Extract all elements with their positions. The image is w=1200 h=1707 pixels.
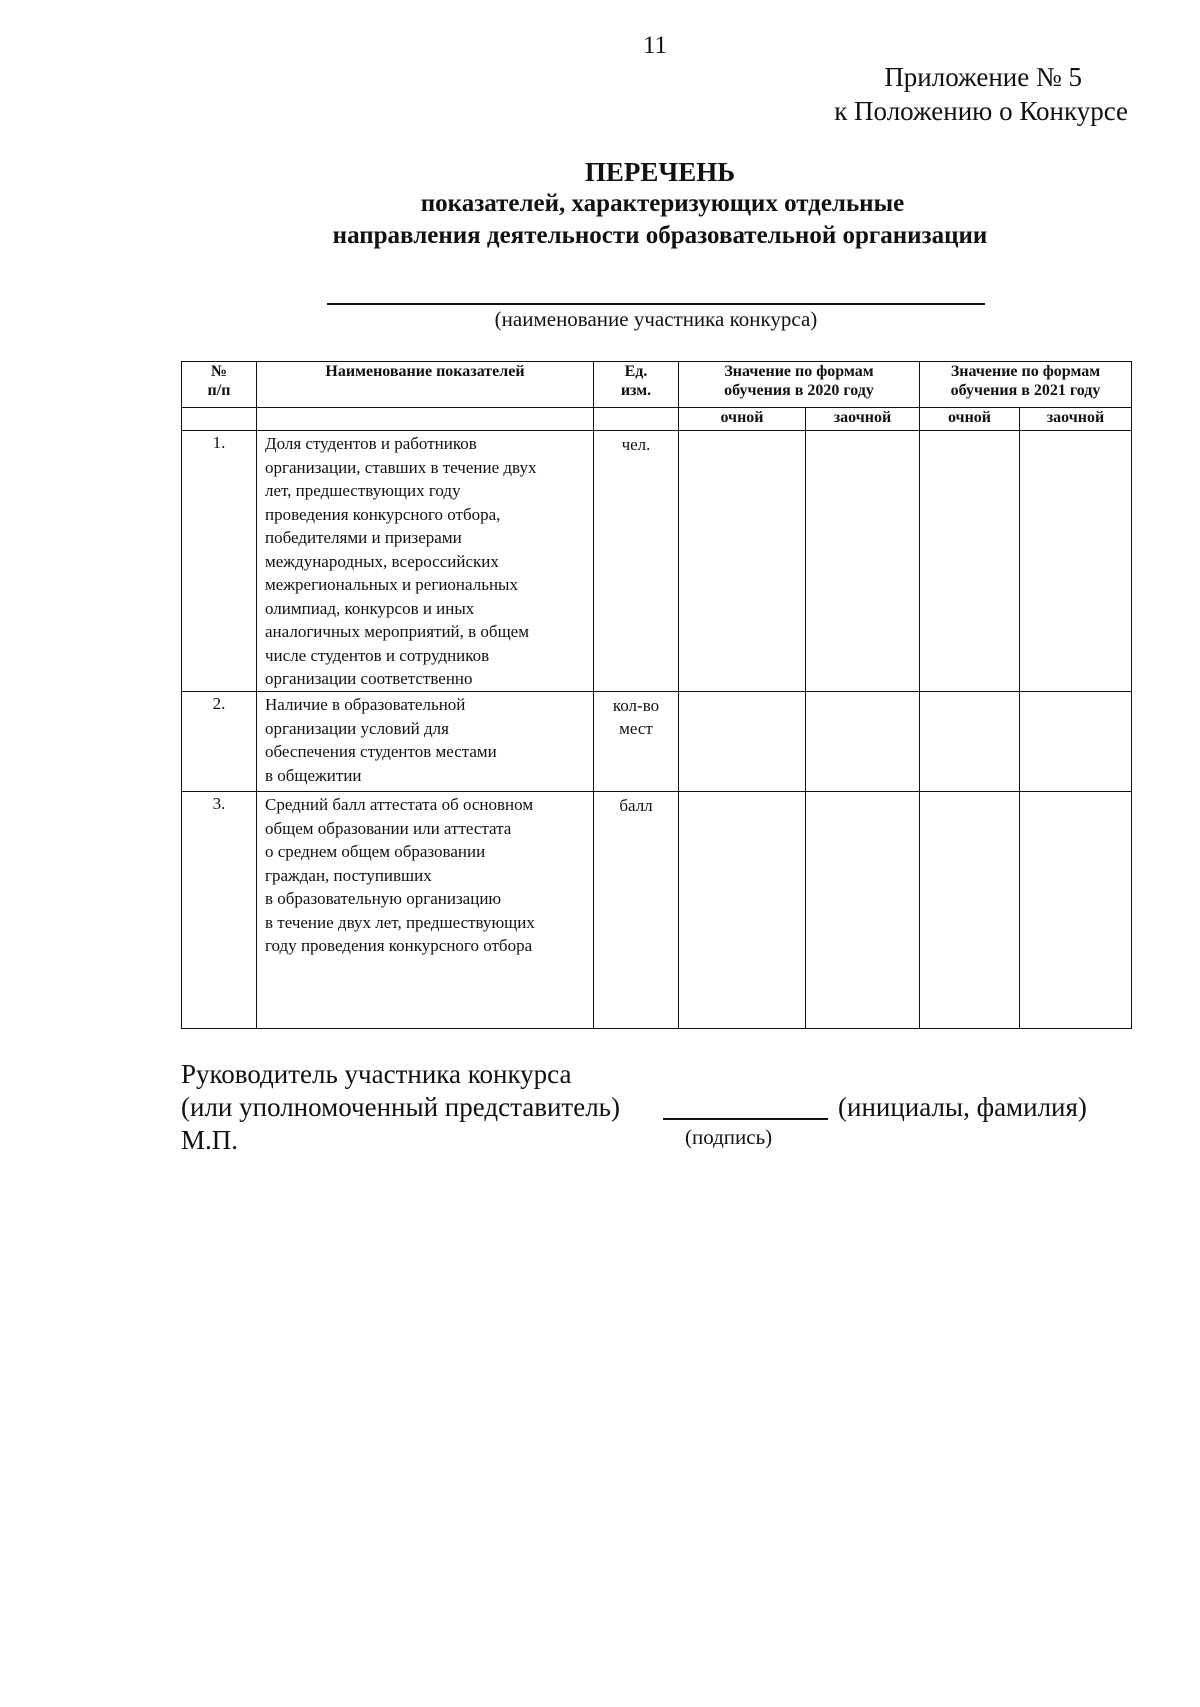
header-num: № п/п [182, 362, 257, 408]
value-2020-extramural[interactable] [806, 431, 920, 692]
value-2020-fulltime[interactable] [679, 792, 806, 1029]
header-unit: Ед. изм. [594, 362, 679, 408]
appendix-reference: к Положению о Конкурсе [834, 96, 1128, 126]
document-subtitle-line2: направления деятельности образовательной организации [332, 222, 988, 249]
row-unit: чел. [594, 431, 679, 692]
row-indicator-name: Наличие в образовательной организации условий для обеспечения студентов местами в общежитии [257, 692, 594, 792]
header-2020-fulltime: очной [679, 408, 806, 431]
header-2021-fulltime: очной [920, 408, 1020, 431]
header-empty-num [182, 408, 257, 431]
table-row [182, 792, 1132, 1029]
value-2021-fulltime[interactable] [920, 431, 1020, 692]
header-values-2020: Значение по формам обучения в 2020 году [679, 362, 920, 408]
value-2020-extramural[interactable] [806, 692, 920, 792]
signature-initials-label: (инициалы, фамилия) [838, 1092, 1087, 1122]
indicators-table [181, 361, 1132, 1029]
value-2020-extramural[interactable] [806, 792, 920, 1029]
header-2021-extramural: заочной [1020, 408, 1132, 431]
row-indicator-name: Доля студентов и работников организации, ставших в течение двух лет, предшествующих году проведения конкурсного отбора, победителями и призерами международных, всероссийских межрегиональных и региональных олимпиад, конкурсов и иных аналогичных мероприятий, в общем числе студентов и сотрудников организации соответственно [257, 431, 594, 692]
header-values-2021: Значение по формам обучения в 2021 году [920, 362, 1132, 408]
appendix-number: Приложение № 5 [884, 62, 1082, 92]
header-name: Наименование показателей [257, 362, 594, 408]
signature-blank[interactable] [663, 1118, 828, 1120]
row-num: 2. [182, 692, 257, 792]
header-empty-name [257, 408, 594, 431]
header-empty-unit [594, 408, 679, 431]
row-unit: кол-во мест [594, 692, 679, 792]
page-number: 11 [642, 32, 668, 59]
signature-caption: (подпись) [685, 1125, 773, 1149]
participant-name-blank[interactable] [327, 303, 985, 305]
header-2020-extramural: заочной [806, 408, 920, 431]
table-row [182, 692, 1132, 792]
value-2021-extramural[interactable] [1020, 431, 1132, 692]
value-2021-extramural[interactable] [1020, 792, 1132, 1029]
value-2020-fulltime[interactable] [679, 692, 806, 792]
signature-head-label: Руководитель участника конкурса [181, 1059, 572, 1089]
table-row [182, 431, 1132, 692]
row-num: 3. [182, 792, 257, 1029]
participant-name-caption: (наименование участника конкурса) [494, 307, 818, 331]
row-indicator-name: Средний балл аттестата об основном общем образовании или аттестата о среднем общем образовании граждан, поступивших в образовательную организацию в течение двух лет, предшествующих году проведения конкурсного отбора [257, 792, 594, 1029]
value-2021-fulltime[interactable] [920, 792, 1020, 1029]
value-2020-fulltime[interactable] [679, 431, 806, 692]
value-2021-fulltime[interactable] [920, 692, 1020, 792]
row-num: 1. [182, 431, 257, 692]
value-2021-extramural[interactable] [1020, 692, 1132, 792]
signature-representative-label: (или уполномоченный представитель) [181, 1092, 620, 1122]
stamp-place-label: М.П. [181, 1125, 239, 1155]
row-unit: балл [594, 792, 679, 1029]
document-title: ПЕРЕЧЕНЬ [584, 157, 736, 187]
document-subtitle-line1: показателей, характеризующих отдельные [420, 190, 905, 217]
